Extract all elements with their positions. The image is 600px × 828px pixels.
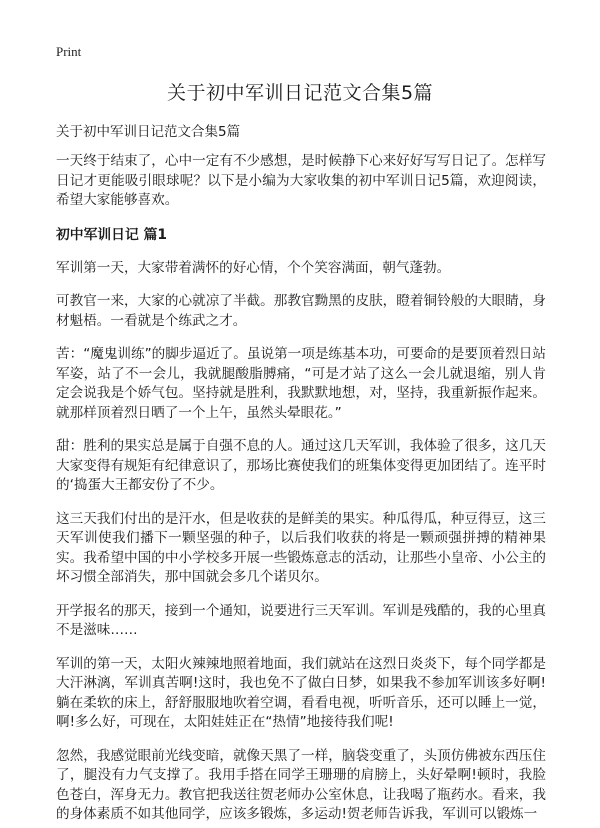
document-title: 关于初中军训日记范文合集5篇 bbox=[166, 82, 434, 104]
body-paragraph: 军训的第一天，太阳火辣辣地照着地面，我们就站在这烈日炎炎下，每个同学都是大汗淋漓，军训真苦啊!这时，我也免不了做白日梦，如果我不参加军训该多好啊!躺在柔软的床上，舒舒服服地吹着空调，看看电视，听听音乐，还可以睡上一觉，啊!多么好，可现在，太阳娃娃正在“热情”地接待我们呢! bbox=[56, 655, 546, 730]
body-paragraph: 开学报名的那天，接到一个通知，说要进行三天军训。军训是残酷的，我的心里真不是滋味…… bbox=[56, 602, 546, 638]
document-subtitle: 关于初中军训日记范文合集5篇 bbox=[56, 124, 241, 140]
body-paragraph: 军训第一天，大家带着满怀的好心情，个个笑容满面，朝气蓬勃。 bbox=[56, 259, 451, 276]
body-paragraph: 可教官一来，大家的心就凉了半截。那教官黝黑的皮肤，瞪着铜铃般的大眼睛，身材魁梧。一看就是个练武之才。 bbox=[56, 293, 546, 329]
print-link[interactable]: Print bbox=[56, 44, 82, 59]
document-body bbox=[56, 152, 546, 828]
body-paragraph: 这三天我们付出的是汗水，但是收获的是鲜美的果实。种瓜得瓜，种豆得豆，这三天军训使我们播下一颗坚强的种子，以后我们收获的将是一颗顽强拼搏的精神果实。我希望中国的中小学校多开展一些锻炼意志的活动，让那些小皇帝、小公主的坏习惯全部消失，那中国就会多几个诺贝尔。 bbox=[56, 510, 546, 585]
body-paragraph: 甜：胜利的果实总是属于自强不息的人。通过这几天军训，我体验了很多，这几天大家变得有规矩有纪律意识了，那场比赛使我们的班集体变得更加团结了。连平时的‘捣蛋大王都安份了不少。 bbox=[56, 438, 546, 493]
intro-paragraph: 一天终于结束了，心中一定有不少感想，是时候静下心来好好写写日记了。怎样写日记才更能吸引眼球呢？以下是小编为大家收集的初中军训日记5篇，欢迎阅读，希望大家能够喜欢。 bbox=[56, 153, 546, 208]
section-heading: 初中军训日记 篇1 bbox=[56, 226, 167, 243]
body-paragraph: 忽然，我感觉眼前光线变暗，就像天黑了一样，脑袋变重了，头顶仿佛被东西压住了，腿没有力气支撑了。我用手搭在同学王珊珊的肩膀上，头好晕啊!顿时，我脸色苍白，浑身无力。教官把我送往贺老师办公室休息，让我喝了瓶药水。看来，我的身体素质不如其他同学，应该多锻炼，多运动!贺老师告诉我，军训可以锻炼一 bbox=[56, 747, 546, 822]
body-paragraph: 苦：“魔鬼训练”的脚步逼近了。虽说第一项是练基本功，可要命的是要顶着烈日站军姿，站了不一会儿，我就腿酸脂膊痛，“可是才站了这么一会儿就退缩，别人肯定会说我是个娇气包。坚持就是胜利，我默默地想，对，坚持，我重新振作起来。就那样顶着烈日晒了一个上午，虽然头晕眼花。” bbox=[56, 346, 546, 421]
